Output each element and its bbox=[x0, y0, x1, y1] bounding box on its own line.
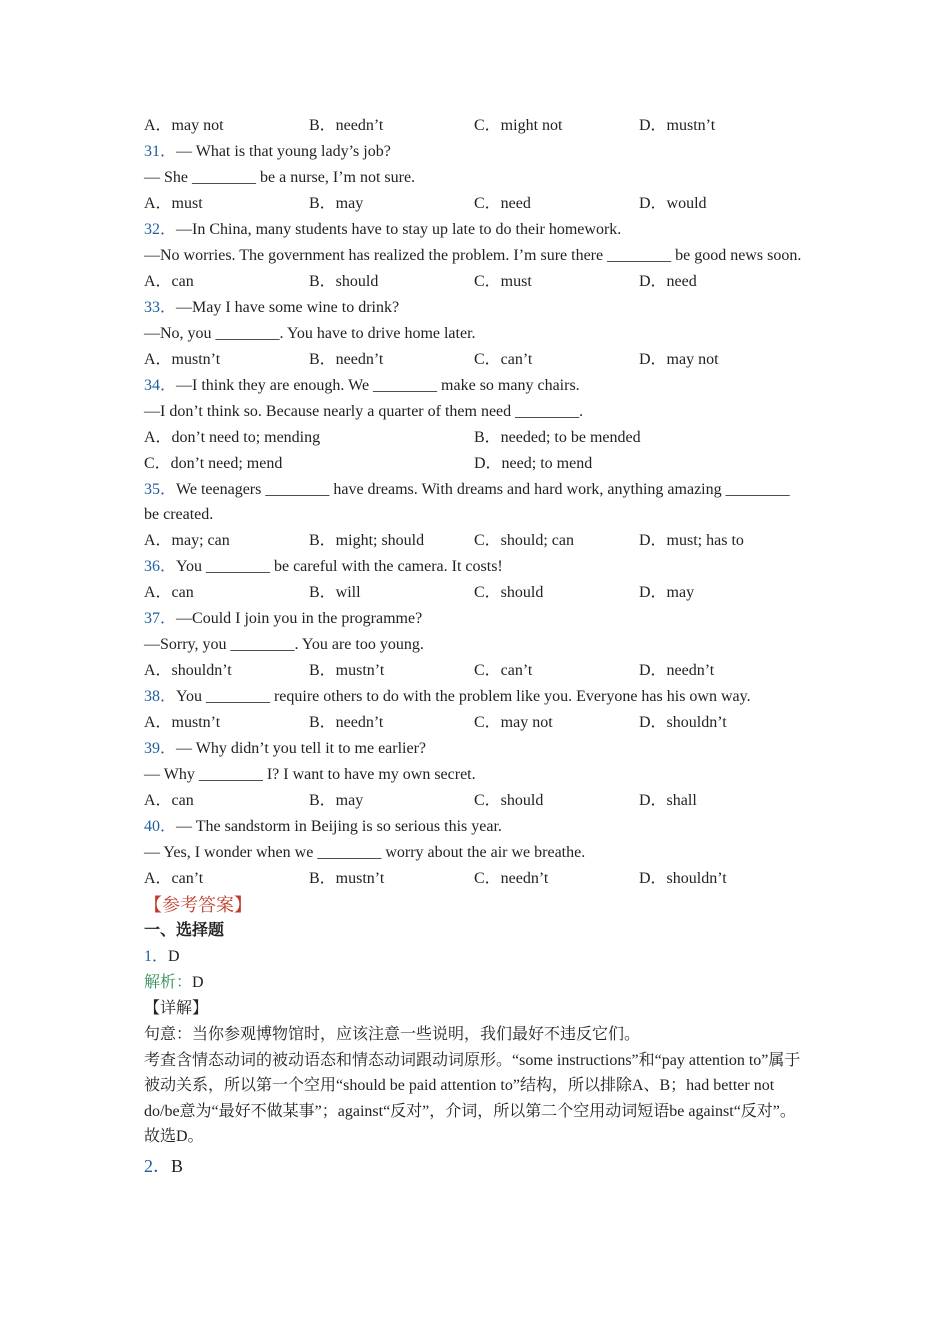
question-number: 40． bbox=[144, 817, 177, 835]
options-row bbox=[144, 658, 804, 684]
question-38 bbox=[144, 684, 804, 710]
option-a: A．can’t bbox=[144, 869, 204, 887]
option-a: A．mustn’t bbox=[144, 713, 221, 731]
question-31 bbox=[144, 139, 804, 165]
question-line: — She ________ be a nurse, I’m not sure. bbox=[144, 169, 416, 186]
options-row bbox=[144, 580, 804, 606]
option-d: D．shouldn’t bbox=[639, 869, 727, 887]
sentence-meaning: 句意：当你参观博物馆时，应该注意一些说明，我们最好不违反它们。 bbox=[144, 1025, 641, 1043]
question-32 bbox=[144, 217, 804, 243]
option-c: C．needn’t bbox=[474, 869, 549, 887]
question-text: You ________ be careful with the camera. It costs! bbox=[176, 557, 503, 575]
option-c: C．may not bbox=[474, 713, 553, 731]
question-39 bbox=[144, 736, 804, 762]
question-34 bbox=[144, 373, 804, 399]
options-row bbox=[144, 788, 804, 814]
options-row bbox=[144, 451, 804, 477]
question-line: — Why ________ I? I want to have my own secret. bbox=[144, 765, 476, 783]
option-c: C．can’t bbox=[474, 661, 533, 679]
option-c: C．should bbox=[474, 583, 544, 601]
question-number: 37． bbox=[144, 609, 177, 627]
option-b: B．will bbox=[309, 583, 361, 601]
question-number: 34． bbox=[144, 376, 177, 394]
answer-number: 2． bbox=[144, 1155, 171, 1176]
question-text: You ________ require others to do with the problem like you. Everyone has his own way. bbox=[176, 687, 751, 705]
option-d: D．shouldn’t bbox=[639, 713, 727, 731]
question-37 bbox=[144, 606, 804, 632]
question-text: — Why didn’t you tell it to me earlier? bbox=[176, 739, 427, 757]
option-b: B．may bbox=[309, 791, 364, 809]
option-d: D．must; has to bbox=[639, 531, 744, 549]
question-text: —Could I join you in the programme? bbox=[176, 609, 423, 627]
option-c: C．don’t need; mend bbox=[144, 454, 283, 472]
option-a: A．shouldn’t bbox=[144, 661, 232, 679]
answer-value: D bbox=[168, 947, 180, 965]
question-line: —No worries. The government has realized the problem. I’m sure there ________ be good news soon. bbox=[144, 247, 802, 264]
option-b: B．needn’t bbox=[309, 713, 384, 731]
question-line: —I don’t think so. Because nearly a quarter of them need ________. bbox=[144, 402, 584, 420]
options-row bbox=[144, 191, 804, 217]
option-b: B．needn’t bbox=[309, 350, 384, 368]
option-a: A．may not bbox=[144, 117, 224, 134]
options-row bbox=[144, 866, 804, 892]
answer-value: B bbox=[171, 1155, 184, 1176]
question-35 bbox=[144, 477, 804, 528]
option-a: A．must bbox=[144, 195, 203, 212]
question-text: — What is that young lady’s job? bbox=[176, 143, 391, 160]
content-area bbox=[144, 113, 804, 1179]
question-line: —Sorry, you ________. You are too young. bbox=[144, 635, 424, 653]
option-a: A．can bbox=[144, 791, 194, 809]
question-number: 35． bbox=[144, 480, 177, 498]
option-b: B．needed; to be mended bbox=[474, 428, 641, 446]
options-row bbox=[144, 347, 804, 373]
option-b: B．might; should bbox=[309, 531, 425, 549]
answer-1 bbox=[144, 944, 804, 970]
option-d: D．may bbox=[639, 583, 695, 601]
option-a: A．may; can bbox=[144, 531, 230, 549]
question-number: 33． bbox=[144, 298, 177, 316]
option-a: A．don’t need to; mending bbox=[144, 428, 321, 446]
option-c: C．might not bbox=[474, 117, 563, 134]
question-number: 39． bbox=[144, 739, 177, 757]
question-line: —No, you ________. You have to drive home later. bbox=[144, 324, 476, 342]
option-d: D．would bbox=[639, 195, 707, 212]
option-b: B．should bbox=[309, 272, 379, 290]
option-a: A．can bbox=[144, 583, 194, 601]
option-d: D．needn’t bbox=[639, 661, 715, 679]
option-b: B．mustn’t bbox=[309, 869, 385, 887]
option-c: C．can’t bbox=[474, 350, 533, 368]
answer-2 bbox=[144, 1153, 804, 1179]
question-text: We teenagers ________ have dreams. With dreams and hard work, anything amazing ________ be created. bbox=[144, 480, 790, 523]
option-a: A．mustn’t bbox=[144, 350, 221, 368]
option-b: B．may bbox=[309, 195, 364, 212]
option-a: A．can bbox=[144, 272, 194, 290]
question-number: 31． bbox=[144, 143, 177, 160]
question-text: —May I have some wine to drink? bbox=[176, 298, 400, 316]
explanation: 考查含情态动词的被动语态和情态动词跟动词原形。“some instructions”和“pay attention to”属于被动关系，所以第一个空用“should be paid attention to”结构，所以排除A、B；had better not do/be意为“最好不做某事”；against“反对”，介词，所以第二个空用动词短语be against“反对”。故选D。 bbox=[144, 1051, 801, 1145]
options-row bbox=[144, 710, 804, 736]
analysis-label: 解析： bbox=[144, 973, 193, 991]
option-c: C．should bbox=[474, 791, 544, 809]
question-number: 32． bbox=[144, 221, 177, 238]
analysis-value: D bbox=[192, 973, 204, 991]
option-d: D．need bbox=[639, 272, 697, 290]
detail-label: 【详解】 bbox=[144, 999, 209, 1017]
answer-number: 1． bbox=[144, 947, 169, 965]
q30-options bbox=[144, 113, 804, 139]
question-number: 36． bbox=[144, 557, 177, 575]
question-line: — Yes, I wonder when we ________ worry about the air we breathe. bbox=[144, 843, 586, 861]
option-b: B．needn’t bbox=[309, 117, 384, 134]
option-b: B．mustn’t bbox=[309, 661, 385, 679]
question-36 bbox=[144, 554, 804, 580]
option-d: D．shall bbox=[639, 791, 697, 809]
options-row bbox=[144, 269, 804, 295]
options-row bbox=[144, 425, 804, 451]
question-text: — The sandstorm in Beijing is so serious this year. bbox=[176, 817, 502, 835]
question-text: —I think they are enough. We ________ make so many chairs. bbox=[176, 376, 580, 394]
question-40 bbox=[144, 814, 804, 840]
option-d: D．may not bbox=[639, 350, 719, 368]
question-number: 38． bbox=[144, 687, 177, 705]
analysis bbox=[144, 970, 804, 996]
options-row bbox=[144, 528, 804, 554]
option-c: C．need bbox=[474, 195, 531, 212]
answers-heading: 【参考答案】 bbox=[144, 894, 252, 915]
section-title: 一、选择题 bbox=[144, 921, 225, 939]
option-c: C．should; can bbox=[474, 531, 574, 549]
option-c: C．must bbox=[474, 272, 532, 290]
question-33 bbox=[144, 295, 804, 321]
question-text: —In China, many students have to stay up late to do their homework. bbox=[176, 221, 622, 238]
option-d: D．mustn’t bbox=[639, 117, 716, 134]
option-d: D．need; to mend bbox=[474, 454, 593, 472]
